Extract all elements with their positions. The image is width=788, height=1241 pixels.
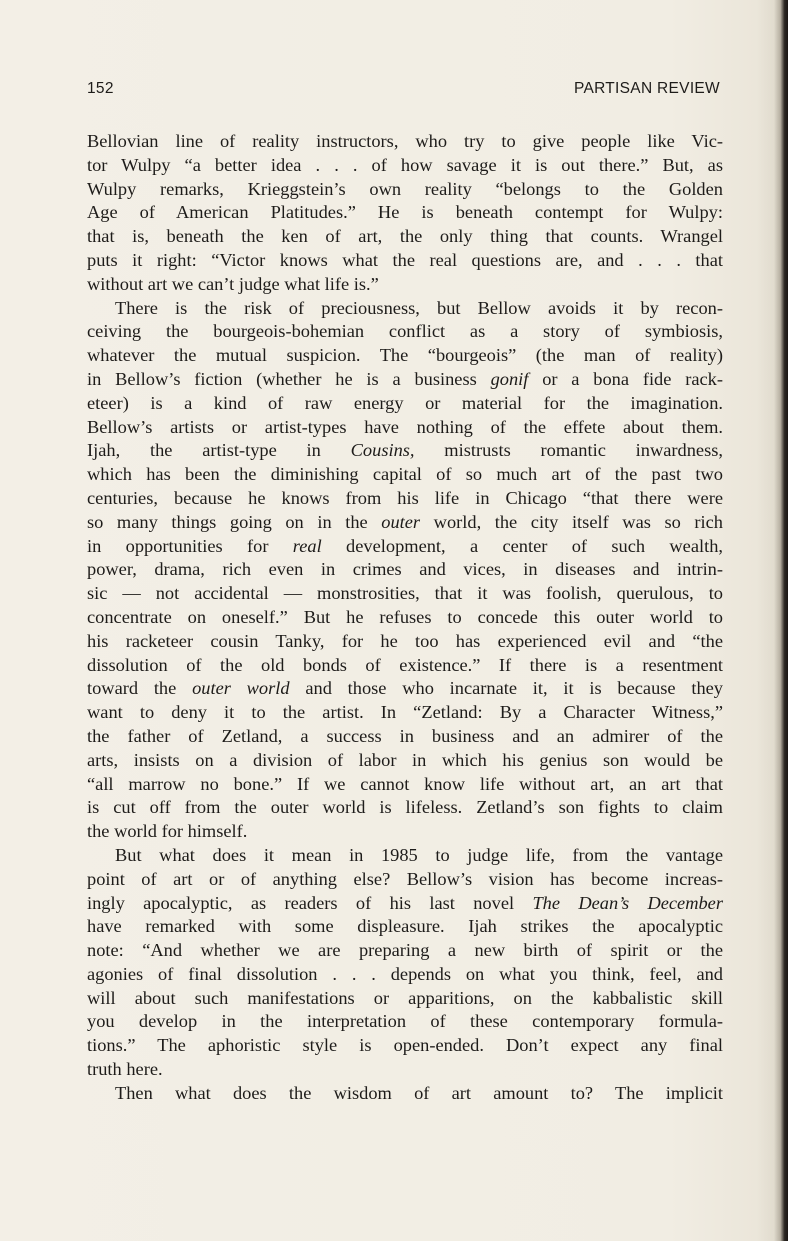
text-run: in Bellow’s fiction (whether he is a business (87, 368, 491, 389)
text-line: Wulpy remarks, Krieggstein’s own reality “belongs to the Golden (87, 178, 723, 199)
text-run: in opportunities for (87, 535, 293, 556)
text-line: ceiving the bourgeois-bohemian conflict as a story of symbiosis, (87, 321, 723, 342)
text-line: power, drama, rich even in crimes and vices, in diseases and intrin- (87, 559, 723, 580)
italic-text-run: Cousins, (350, 440, 415, 461)
text-line: truth here. (87, 1059, 163, 1080)
text-line: have remarked with some displeasure. Ijah strikes the apocalyptic (87, 916, 723, 937)
text-run: world, the city itself was so rich (420, 511, 723, 532)
text-run: development, a center of such wealth, (321, 535, 723, 556)
italic-text-run: The Dean’s December (532, 892, 724, 913)
text-line: the father of Zetland, a success in business and an admirer of the (87, 725, 723, 746)
text-line: “all marrow no bone.” If we cannot know life without art, an art that (87, 773, 723, 794)
text-line: arts, insists on a division of labor in which his genius son would be (87, 749, 723, 770)
text-line (87, 439, 723, 463)
page-number: 152 (87, 80, 114, 97)
text-line: point of art or of anything else? Bellow’s vision has become increas- (87, 868, 723, 889)
text-line: which has been the diminishing capital of so much art of the past two (87, 464, 723, 485)
text-line: note: “And whether we are preparing a new birth of spirit or the (87, 940, 723, 961)
italic-text-run: real (292, 535, 322, 556)
text-line: Bellovian line of reality instructors, who try to give people like Vic- (87, 131, 723, 151)
italic-text-run: outer (381, 511, 421, 532)
text-run: and those who incarnate it, it is because they (289, 678, 724, 699)
text-line: without art we can’t judge what life is.” (87, 273, 379, 294)
text-run: Ijah, the artist-type in (87, 440, 351, 461)
text-line: the world for himself. (87, 821, 248, 842)
text-line (87, 511, 723, 535)
text-line (87, 368, 723, 392)
body-text (87, 130, 723, 1106)
text-line (87, 677, 723, 701)
text-line (87, 535, 723, 559)
text-line: eteer) is a kind of raw energy or material for the imagination. (87, 392, 723, 413)
text-line: concentrate on oneself.” But he refuses to concede this outer world to (87, 606, 723, 627)
italic-text-run: outer world (192, 678, 290, 699)
text-line (87, 892, 723, 916)
text-line: that is, beneath the ken of art, the only thing that counts. Wrangel (87, 226, 723, 247)
text-run: or a bona fide rack- (528, 368, 723, 389)
text-line: tions.” The aphoristic style is open-ended. Don’t expect any final (87, 1035, 723, 1056)
text-line: Age of American Platitudes.” He is beneath contempt for Wulpy: (87, 202, 723, 223)
text-line: dissolution of the old bonds of existence.” If there is a resentment (87, 654, 723, 675)
page-header (87, 80, 720, 102)
text-line: you develop in the interpretation of these contemporary formula- (87, 1011, 723, 1032)
text-line: There is the risk of preciousness, but Bellow avoids it by recon- (115, 297, 723, 318)
text-line: centuries, because he knows from his life in Chicago “that there were (87, 487, 723, 508)
text-line: is cut off from the outer world is lifeless. Zetland’s son fights to claim (87, 797, 723, 818)
text-line: whatever the mutual suspicion. The “bourgeois” (the man of reality) (87, 345, 723, 366)
text-line: will about such manifestations or apparitions, on the kabbalistic skill (87, 987, 723, 1008)
text-run: toward the (87, 678, 193, 699)
book-spine-shadow (774, 0, 788, 1241)
text-run: ingly apocalyptic, as readers of his last novel (87, 892, 533, 913)
text-line: But what does it mean in 1985 to judge life, from the vantage (115, 844, 723, 865)
text-run: so many things going on in the (87, 511, 382, 532)
text-line: agonies of final dissolution . . . depends on what you think, feel, and (87, 963, 723, 984)
text-line: puts it right: “Victor knows what the real questions are, and . . . that (87, 249, 723, 270)
text-line: sic — not accidental — monstrosities, that it was foolish, querulous, to (87, 583, 723, 604)
text-line: his racketeer cousin Tanky, for he too has experienced evil and “the (87, 630, 723, 651)
text-line: Bellow’s artists or artist-types have nothing of the effete about them. (87, 416, 723, 437)
text-run: mistrusts romantic inwardness, (414, 440, 723, 461)
italic-text-run: gonif (490, 368, 529, 389)
text-line: Then what does the wisdom of art amount to? The implicit (115, 1082, 723, 1103)
text-line: tor Wulpy “a better idea . . . of how savage it is out there.” But, as (87, 154, 723, 175)
running-head: PARTISAN REVIEW (573, 80, 720, 97)
text-line: want to deny it to the artist. In “Zetland: By a Character Witness,” (87, 702, 723, 723)
